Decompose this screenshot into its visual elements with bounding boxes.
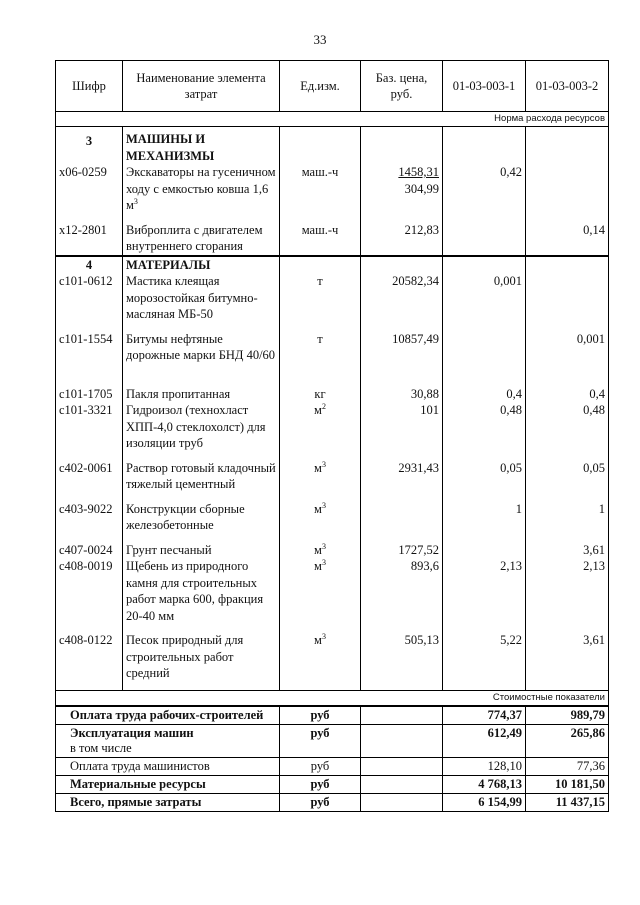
row-code: с407-0024	[56, 542, 123, 559]
row-value-1: 0,42	[443, 164, 526, 214]
row-price: 10857,49	[361, 331, 443, 364]
row-unit: маш.-ч	[280, 222, 361, 256]
row-value-2	[526, 164, 609, 214]
cost-note: в том числе	[70, 740, 132, 755]
cost-value-1: 128,10	[443, 757, 526, 775]
cost-unit: руб	[280, 775, 361, 793]
table-row	[56, 460, 609, 493]
row-name: Мастика клеящая морозостойкая битумно-масляная МБ-50	[123, 273, 280, 323]
table-row	[56, 542, 609, 559]
cost-value-2: 989,79	[526, 706, 609, 725]
cost-row	[56, 724, 609, 757]
row-value-2: 0,48	[526, 402, 609, 452]
row-value-1	[443, 331, 526, 364]
cost-name: Материальные ресурсы	[56, 775, 280, 793]
row-code: с101-1705	[56, 386, 123, 403]
section-row-materials	[56, 256, 609, 274]
table-row	[56, 273, 609, 323]
cost-name: Оплата труда рабочих-строителей	[56, 706, 280, 725]
row-unit: т	[280, 273, 361, 323]
row-value-1: 0,05	[443, 460, 526, 493]
table-row	[56, 501, 609, 534]
row-value-2: 0,4	[526, 386, 609, 403]
row-value-2: 2,13	[526, 558, 609, 624]
row-value-1: 2,13	[443, 558, 526, 624]
row-code: с101-1554	[56, 331, 123, 364]
cost-unit: руб	[280, 793, 361, 811]
cost-row	[56, 706, 609, 725]
row-value-1	[443, 542, 526, 559]
row-name: Виброплита с двигателем внутреннего сгорания	[123, 222, 280, 256]
norm-band-row	[56, 112, 609, 127]
row-price: 1727,52	[361, 542, 443, 559]
row-unit: $м^3$	[280, 558, 361, 624]
row-unit: кг	[280, 386, 361, 403]
row-value-2: 0,001	[526, 331, 609, 364]
row-name: Гидроизол (технохласт ХПП-4,0 стеклохолст) для изоляции труб	[123, 402, 280, 452]
cost-value-1: 4 768,13	[443, 775, 526, 793]
row-value-2	[526, 273, 609, 323]
row-value-2: 1	[526, 501, 609, 534]
cost-value-2: 11 437,15	[526, 793, 609, 811]
row-value-1: 0,48	[443, 402, 526, 452]
page-number: 33	[313, 32, 327, 47]
row-price: 505,13	[361, 632, 443, 682]
section-number: 3	[56, 127, 123, 165]
row-value-2: 0,14	[526, 222, 609, 256]
section-row-machines	[56, 127, 609, 165]
table-row	[56, 222, 609, 256]
row-value-1: 5,22	[443, 632, 526, 682]
table-row	[56, 558, 609, 624]
row-value-1: 1	[443, 501, 526, 534]
cost-name: Эксплуатация машин в том числе	[56, 724, 280, 757]
header-col1: 01-03-003-1	[443, 61, 526, 112]
row-unit: т	[280, 331, 361, 364]
section-number: 4	[56, 256, 123, 274]
row-name: Конструкции сборные железобетонные	[123, 501, 280, 534]
row-code: с101-0612	[56, 273, 123, 323]
table-row	[56, 331, 609, 364]
row-price: 893,6	[361, 558, 443, 624]
row-price: 30,88	[361, 386, 443, 403]
row-unit: $м^3$	[280, 632, 361, 682]
norm-band-label: Норма расхода ресурсов	[56, 112, 609, 127]
row-name: Экскаваторы на гусеничном ходу с емкостью ковша 1,6 $м^3$	[123, 164, 280, 214]
header-code: Шифр	[56, 61, 123, 112]
header-unit: Ед.изм.	[280, 61, 361, 112]
resource-table	[55, 60, 609, 812]
cost-name: Всего, прямые затраты	[56, 793, 280, 811]
cost-band-row	[56, 690, 609, 706]
cost-unit: руб	[280, 706, 361, 725]
row-price-top: 1458,31	[398, 165, 439, 179]
row-code: с408-0019	[56, 558, 123, 624]
row-code: с408-0122	[56, 632, 123, 682]
row-price	[361, 501, 443, 534]
row-name: Щебень из природного камня для строительных работ марка 600, фракция 20-40 мм	[123, 558, 280, 624]
cost-value-1: 6 154,99	[443, 793, 526, 811]
cost-value-2: 10 181,50	[526, 775, 609, 793]
table-header-row	[56, 61, 609, 112]
cost-name: Оплата труда машинистов	[56, 757, 280, 775]
table-row	[56, 164, 609, 214]
cost-row	[56, 757, 609, 775]
cost-value-2: 265,86	[526, 724, 609, 757]
row-price: 212,83	[361, 222, 443, 256]
row-unit: $м^3$	[280, 542, 361, 559]
row-value-1	[443, 222, 526, 256]
row-name: Песок природный для строительных работ средний	[123, 632, 280, 682]
cost-band-label: Стоимостные показатели	[56, 690, 609, 706]
header-name: Наименование элемента затрат	[123, 61, 280, 112]
cost-value-1: 774,37	[443, 706, 526, 725]
row-price: 1458,31 304,99	[361, 164, 443, 214]
row-name: Битумы нефтяные дорожные марки БНД 40/60	[123, 331, 280, 364]
table-row	[56, 402, 609, 452]
row-code: с101-3321	[56, 402, 123, 452]
cost-unit: руб	[280, 757, 361, 775]
row-name: Пакля пропитанная	[123, 386, 280, 403]
row-price: 20582,34	[361, 273, 443, 323]
row-code: х12-2801	[56, 222, 123, 256]
header-col2: 01-03-003-2	[526, 61, 609, 112]
row-unit: маш.-ч	[280, 164, 361, 214]
header-price: Баз. цена, руб.	[361, 61, 443, 112]
row-name: Грунт песчаный	[123, 542, 280, 559]
cost-unit: руб	[280, 724, 361, 757]
section-title: МАШИНЫ И МЕХАНИЗМЫ	[123, 127, 280, 165]
section-title: МАТЕРИАЛЫ	[123, 256, 280, 274]
cost-row	[56, 793, 609, 811]
cost-value-1: 612,49	[443, 724, 526, 757]
table-row	[56, 632, 609, 682]
row-unit: $м^3$	[280, 460, 361, 493]
row-value-2: 0,05	[526, 460, 609, 493]
cost-value-2: 77,36	[526, 757, 609, 775]
cost-row	[56, 775, 609, 793]
row-value-2: 3,61	[526, 632, 609, 682]
row-name: Раствор готовый кладочный тяжелый цементный	[123, 460, 280, 493]
row-code: с402-0061	[56, 460, 123, 493]
row-unit: $м^3$	[280, 501, 361, 534]
row-code: с403-9022	[56, 501, 123, 534]
row-price: 2931,43	[361, 460, 443, 493]
row-value-1: 0,001	[443, 273, 526, 323]
row-unit: $м^2$	[280, 402, 361, 452]
table-row	[56, 386, 609, 403]
row-price: 101	[361, 402, 443, 452]
row-value-2: 3,61	[526, 542, 609, 559]
row-value-1: 0,4	[443, 386, 526, 403]
row-code: х06-0259	[56, 164, 123, 214]
